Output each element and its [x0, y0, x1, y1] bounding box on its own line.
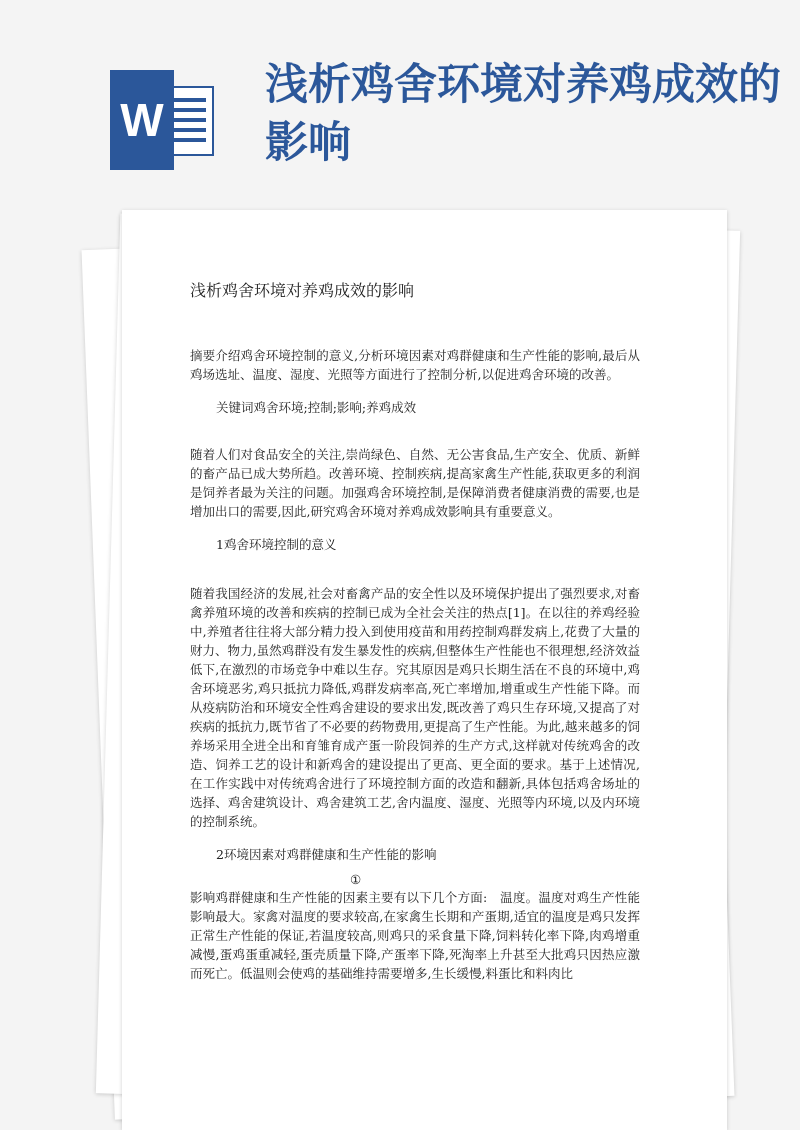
intro-paragraph: 随着人们对食品安全的关注,崇尚绿色、自然、无公害食品,生产安全、优质、新鲜的畜产品已成大势所趋。改善环境、控制疾病,提高家禽生产性能,获取更多的利润是饲养者最为关注的问题。加强鸡舍环境控制,是保障消费者健康消费的需要,也是增加出口的需要,因此,研究鸡舍环境对养鸡成效影响具有重要意义。	[190, 447, 640, 519]
circled-number-marker: ①	[350, 872, 362, 887]
section-1-paragraph: 随着我国经济的发展,社会对畜禽产品的安全性以及环境保护提出了强烈要求,对畜禽养殖环境的改善和疾病的控制已成为全社会关注的热点[1]。在以往的养鸡经验中,养殖者往往将大部分精力投入到使用疫苗和用药控制鸡群发病上,花费了大量的财力、物力,虽然鸡群没有发生暴发性的疾病,但整体生产性能也不很理想,经济效益低下,在激烈的市场竞争中难以生存。究其原因是鸡只长期生活在不良的环境中,鸡舍环境恶劣,鸡只抵抗力降低,鸡群发病率高,死亡率增加,增重或生产性能下降。而从疫病防治和环境安全性鸡舍建设的要求出发,既改善了鸡只生存环境,又提高了对疾病的抵抗力,既节省了不必要的药物费用,更提高了生产性能。为此,越来越多的饲养场采用全进全出和育雏育成产蛋一阶段饲养的生产方式,这样就对传统鸡舍的改造、饲养工艺的设计和新鸡舍的建设提出了更高、更全面的要求。基于上述情况,在工作实践中对传统鸡舍进行了环境控制方面的改造和翻新,具体包括鸡舍场址的选择、鸡舍建筑设计、鸡舍建筑工艺,舍内温度、湿度、光照等内环境,以及内环境的控制系统。	[190, 586, 640, 829]
page-title: 浅析鸡舍环境对养鸡成效的影响	[265, 60, 781, 168]
section-1-heading: 1鸡舍环境控制的意义	[216, 537, 337, 552]
document-title: 浅析鸡舍环境对养鸡成效的影响	[190, 281, 415, 300]
section-2-heading: 2环境因素对鸡群健康和生产性能的影响	[216, 847, 437, 862]
section-2-paragraph: 影响鸡群健康和生产性能的因素主要有以下几个方面: 温度。温度对鸡生产性能影响最大。家禽对温度的要求较高,在家禽生长期和产蛋期,适宜的温度是鸡只发挥正常生产性能的保证,若温度较高,则鸡只的采食量下降,饲料转化率下降,肉鸡增重减慢,蛋鸡蛋重减轻,蛋壳质量下降,产蛋率下降,死淘率上升甚至大批鸡只因热应激而死亡。低温则会使鸡的基础维持需要增多,生长缓慢,料蛋比和料肉比	[190, 890, 640, 981]
abstract-paragraph: 摘要介绍鸡舍环境控制的意义,分析环境因素对鸡群健康和生产性能的影响,最后从鸡场选址、温度、湿度、光照等方面进行了控制分析,以促进鸡舍环境的改善。	[190, 348, 640, 382]
keywords-line: 关键词鸡舍环境;控制;影响;养鸡成效	[216, 400, 417, 415]
document-body	[190, 280, 640, 983]
word-logo-icon	[110, 70, 215, 170]
word-letter: W	[110, 70, 174, 170]
